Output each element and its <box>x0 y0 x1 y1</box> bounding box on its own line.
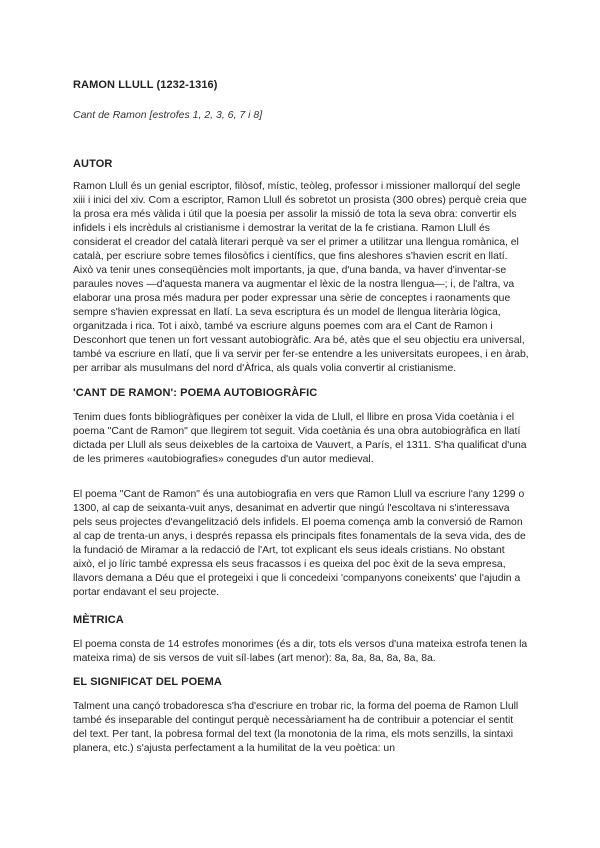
work-title: Cant de Ramon <box>73 109 147 121</box>
section-heading-autor: AUTOR <box>73 158 113 170</box>
document-title: RAMON LLULL (1232-1316) <box>73 79 218 91</box>
paragraph-autobiografia-en-vers: El poema "Cant de Ramon" és una autobiografia en vers que Ramon Llull va escriure l'any 1299 o 1300, al cap de seixanta-vuit anys, desanimat en advertir que ningú l'escoltava ni s'interessava pels seus projectes d'evangelització dels infidels. El poema comença amb la conversió de Ramon al cap de trenta-un anys, i després repassa els principals fites fonamentals de la seva vida, des de la fundació de Miramar a la redacció de l'Art, tot explicant els seus ideals cristians. No obstant això, el jo líric també expressa els seus fracassos i es queixa del poc èxit de la seva empresa, llavors demana a Déu que el protegeixi i que li concedeixi 'companyons coneixents' que l'ajudin a portar endavant el seu projecte. <box>73 489 526 598</box>
paragraph-autor: Ramon Llull és un genial escriptor, filòsof, místic, teòleg, professor i missioner mallorquí del segle xiii i inici del xiv. Com a escriptor, Ramon Llull és sobretot un prosista (300 obres) perquè creia que la prosa era més vàlida i útil que la poesia per assolir la missió de tota la seva obra: convertir els infidels i els incrèduls al cristianisme i demostrar la veritat de la fe cristiana. Ramon Llull és considerat el creador del català literari perquè va ser el primer a utilitzar una llengua romànica, el català, per escriure sobre temes filosòfics i científics, que fins aleshores s'havien escrit en llatí. Això va tenir unes conseqüències molt importants, ja que, d'una banda, va haver d'inventar-se paraules noves —d'aquesta manera va augmentar el lèxic de la nostra llengua—; i, de l'altra, va elaborar una prosa més madura per poder expressar una sèrie de conceptes i raonaments que sempre s'havien expressat en llatí. La seva escriptura és un model de llengua literària lògica, organitzada i rica. Tot i això, també va escriure alguns poemes com ara el Cant de Ramon i Desconhort que tenen un fort vessant autobiogràfic. Ara bé, atès que el seu objectiu era universal, també va escriure en llatí, que li va servir per fer-se entendre a les universitats europees, i en àrab, per arribar als musulmans del nord d'Àfrica, als quals volia convertir al cristianisme. <box>73 181 529 374</box>
section-heading-cant-de-ramon: 'CANT DE RAMON': POEMA AUTOBIOGRÀFIC <box>73 387 318 399</box>
section-heading-metrica: MÈTRICA <box>73 614 124 626</box>
paragraph-metrica: El poema consta de 14 estrofes monorimes (és a dir, tots els versos d'una mateixa estrofa tenen la mateixa rima) de sis versos de vuit síl·labes (art menor): 8a, 8a, 8a, 8a, 8a, 8a. <box>73 639 528 664</box>
section-heading-significat: EL SIGNIFICAT DEL POEMA <box>73 676 222 688</box>
paragraph-fonts-bibliografiques: Tenim dues fonts bibliogràfiques per conèixer la vida de Llull, el llibre en prosa Vida coetània i el poema "Cant de Ramon" que llegirem tot seguit. Vida coetània és una obra autobiogràfica en llatí dictada per Llull als seus deixebles de la cartoixa de Vauvert, a París, el 1311. S'ha qualificat d'una de les primeres «autobiografies» conegudes d'un autor medieval. <box>73 412 527 465</box>
verses-reference: [estrofes 1, 2, 3, 6, 7 i 8] <box>146 109 263 121</box>
paragraph-significat: Talment una cançó trobadoresca s'ha d'escriure en trobar ric, la forma del poema de Ramon Llull també és inseparable del contingut perquè necessàriament ha de contribuir a potenciar el sentit del text. Per tant, la pobresa formal del text (la monotonia de la rima, els mots senzills, la sintaxi planera, etc.) s'ajusta perfectament a la humilitat de la veu poètica: un <box>73 701 519 754</box>
document-subtitle <box>73 109 262 121</box>
